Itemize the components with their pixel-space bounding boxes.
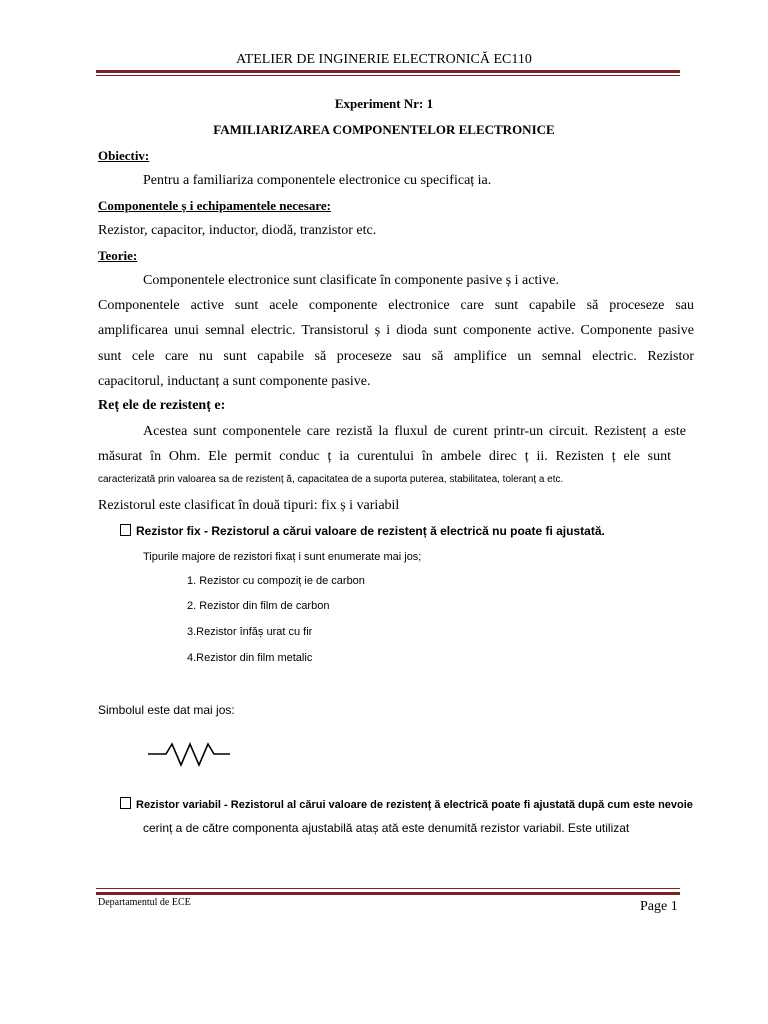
fixed-resistor-intro: Tipurile majore de rezistori fixaț i sunt enumerate mai jos; <box>143 551 422 563</box>
theory-line: sunt cele care nu sunt capabile să proceseze sau să amplifice un semnal electric. Rezistor <box>98 349 694 364</box>
header-rule <box>96 70 680 73</box>
resistor-networks-line: caracterizată prin valoarea sa de rezistenț ă, capacitatea de a suporta puterea, stabilitatea, toleranț a etc. <box>98 474 564 485</box>
header-rule-thin <box>96 75 680 76</box>
theory-line: Componentele active sunt acele componente electronice care sunt capabile să proceseze sau <box>98 298 694 313</box>
theory-line: capacitorul, inductanț a sunt componente pasive. <box>98 374 371 389</box>
list-item: 1. Rezistor cu compoziț ie de carbon <box>187 575 365 587</box>
list-item: 4.Rezistor din film metalic <box>187 652 313 664</box>
fixed-resistor-title: Rezistor fix - Rezistorul a cărui valoare de rezistenț ă electrică nu poate fi ajustată. <box>136 524 605 538</box>
resistor-networks-line: Rezistorul este clasificat în două tipuri: fix ș i variabil <box>98 498 400 513</box>
resistor-networks-line: Acestea sunt componentele care rezistă la fluxul de curent printr-un circuit. Rezistenț a este <box>143 424 686 439</box>
footer-department: Departamentul de ECE <box>98 897 191 908</box>
theory-line: amplificarea unui semnal electric. Transistorul ș i dioda sunt componente active. Componente pasive <box>98 323 694 338</box>
experiment-title: FAMILIARIZAREA COMPONENTELOR ELECTRONICE <box>213 122 555 137</box>
list-item: 2. Rezistor din film de carbon <box>187 600 330 612</box>
resistor-networks-line: măsurat în Ohm. Ele permit conduc ț ia curentului în ambele direc ț ii. Rezisten ț ele sunt <box>98 449 671 464</box>
footer-rule-thin <box>96 888 680 889</box>
variable-resistor-bullet <box>120 797 693 811</box>
footer-rule <box>96 892 680 895</box>
theory-line: Componentele electronice sunt clasificate în componente pasive ș i active. <box>143 273 559 288</box>
components-text: Rezistor, capacitor, inductor, diodă, tranzistor etc. <box>98 223 377 238</box>
components-heading: Componentele ș i echipamentele necesare: <box>98 198 331 213</box>
objective-heading: Obiectiv: <box>98 148 150 163</box>
running-header: ATELIER DE INGINERIE ELECTRONICĂ EC110 <box>236 52 532 67</box>
resistor-networks-heading: Reț ele de rezistenț e: <box>98 398 226 413</box>
theory-heading: Teorie: <box>98 248 138 263</box>
variable-resistor-line: cerinț a de către componenta ajustabilă ataș ată este denumită rezistor variabil. Este utilizat <box>143 821 630 835</box>
symbol-label: Simbolul este dat mai jos: <box>98 703 235 717</box>
objective-text: Pentru a familiariza componentele electronice cu specificaț ia. <box>143 173 492 188</box>
bullet-box-icon <box>120 524 131 536</box>
experiment-number: Experiment Nr: 1 <box>334 96 434 111</box>
fixed-resistor-bullet <box>120 524 605 538</box>
page-number: Page 1 <box>640 899 678 914</box>
bullet-box-icon <box>120 797 131 809</box>
resistor-symbol-icon <box>148 740 232 770</box>
list-item: 3.Rezistor înfăș urat cu fir <box>187 626 313 638</box>
variable-resistor-title: Rezistor variabil - Rezistorul al cărui valoare de rezistenț ă electrică poate fi ajustată după cum este nevoie <box>136 799 693 811</box>
